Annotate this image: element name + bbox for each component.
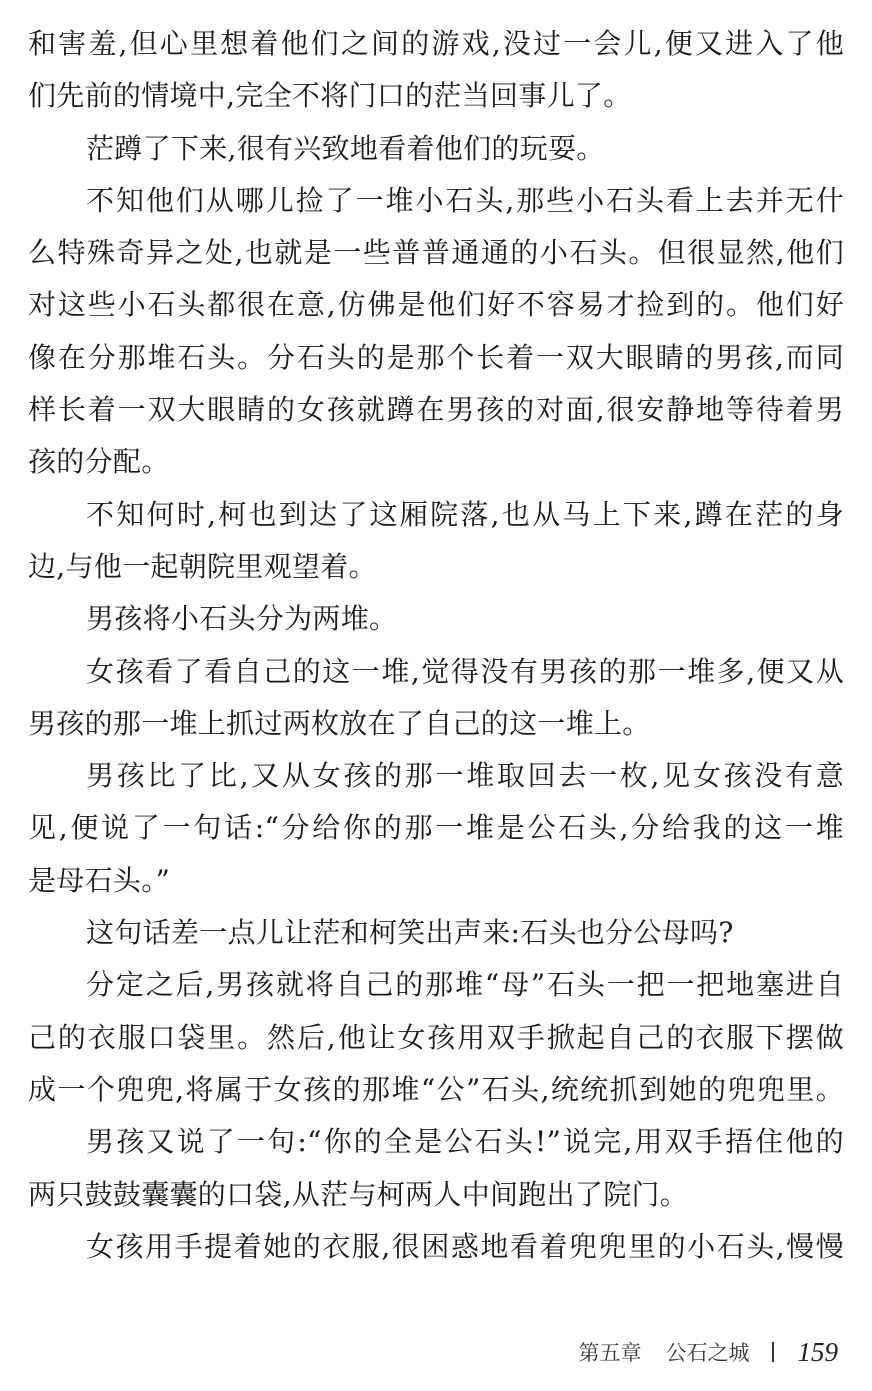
text-line: 边,与他一起朝院里观望着。 [28, 549, 377, 583]
text-line: 样长着一双大眼睛的女孩就蹲在男孩的对面,很安静地等待着男 [28, 393, 844, 427]
text-line: 两只鼓鼓囊囊的口袋,从茫与柯两人中间跑出了院门。 [28, 1177, 689, 1211]
text-line: 么特殊奇异之处,也就是一些普普通通的小石头。但很显然,他们 [28, 236, 844, 270]
text-line: 这句话差一点儿让茫和柯笑出声来:石头也分公母吗? [86, 916, 734, 950]
text-line: 见,便说了一句话:“分给你的那一堆是公石头,分给我的这一堆 [28, 811, 844, 845]
text-line: 男孩又说了一句:“你的全是公石头!”说完,用双手捂住他的 [86, 1125, 844, 1159]
text-line: 和害羞,但心里想着他们之间的游戏,没过一会儿,便又进入了他 [28, 27, 844, 60]
text-line: 是母石头。” [28, 863, 171, 897]
text-line: 男孩比了比,又从女孩的那一堆取回去一枚,见女孩没有意 [86, 759, 844, 793]
text-line: 成一个兜兜,将属于女孩的那堆“公”石头,统统抓到她的兜兜里。 [28, 1072, 844, 1106]
text-line: 对这些小石头都很在意,仿佛是他们好不容易才捡到的。他们好 [28, 288, 844, 322]
text-line: 己的衣服口袋里。然后,他让女孩用双手掀起自己的衣服下摆做 [28, 1020, 844, 1054]
text-line: 女孩看了看自己的这一堆,觉得没有男孩的那一堆多,便又从 [86, 654, 844, 688]
chapter-label: 第五章 [578, 1341, 642, 1365]
text-line: 分定之后,男孩就将自己的那堆“母”石头一把一把地塞进自 [86, 968, 844, 1002]
text-line: 男孩的那一堆上抓过两枚放在了自己的这一堆上。 [28, 706, 651, 740]
text-line: 不知何时,柯也到达了这厢院落,也从马上下来,蹲在茫的身 [86, 497, 844, 531]
text-line: 们先前的情境中,完全不将门口的茫当回事儿了。 [28, 79, 632, 113]
page-body [28, 18, 844, 1273]
text-line: 茫蹲了下来,很有兴致地看着他们的玩耍。 [86, 131, 605, 165]
text-line: 孩的分配。 [28, 445, 170, 479]
text-line: 像在分那堆石头。分石头的是那个长着一双大眼睛的男孩,而同 [28, 340, 844, 374]
running-footer [579, 1332, 839, 1372]
page-number: 159 [797, 1336, 838, 1367]
text-line: 女孩用手提着她的衣服,很困惑地看着兜兜里的小石头,慢慢 [86, 1229, 844, 1263]
footer-divider [772, 1342, 774, 1362]
chapter-title: 公石之城 [665, 1341, 750, 1365]
text-line: 不知他们从哪儿捡了一堆小石头,那些小石头看上去并无什 [86, 183, 844, 217]
text-line: 男孩将小石头分为两堆。 [86, 602, 398, 636]
